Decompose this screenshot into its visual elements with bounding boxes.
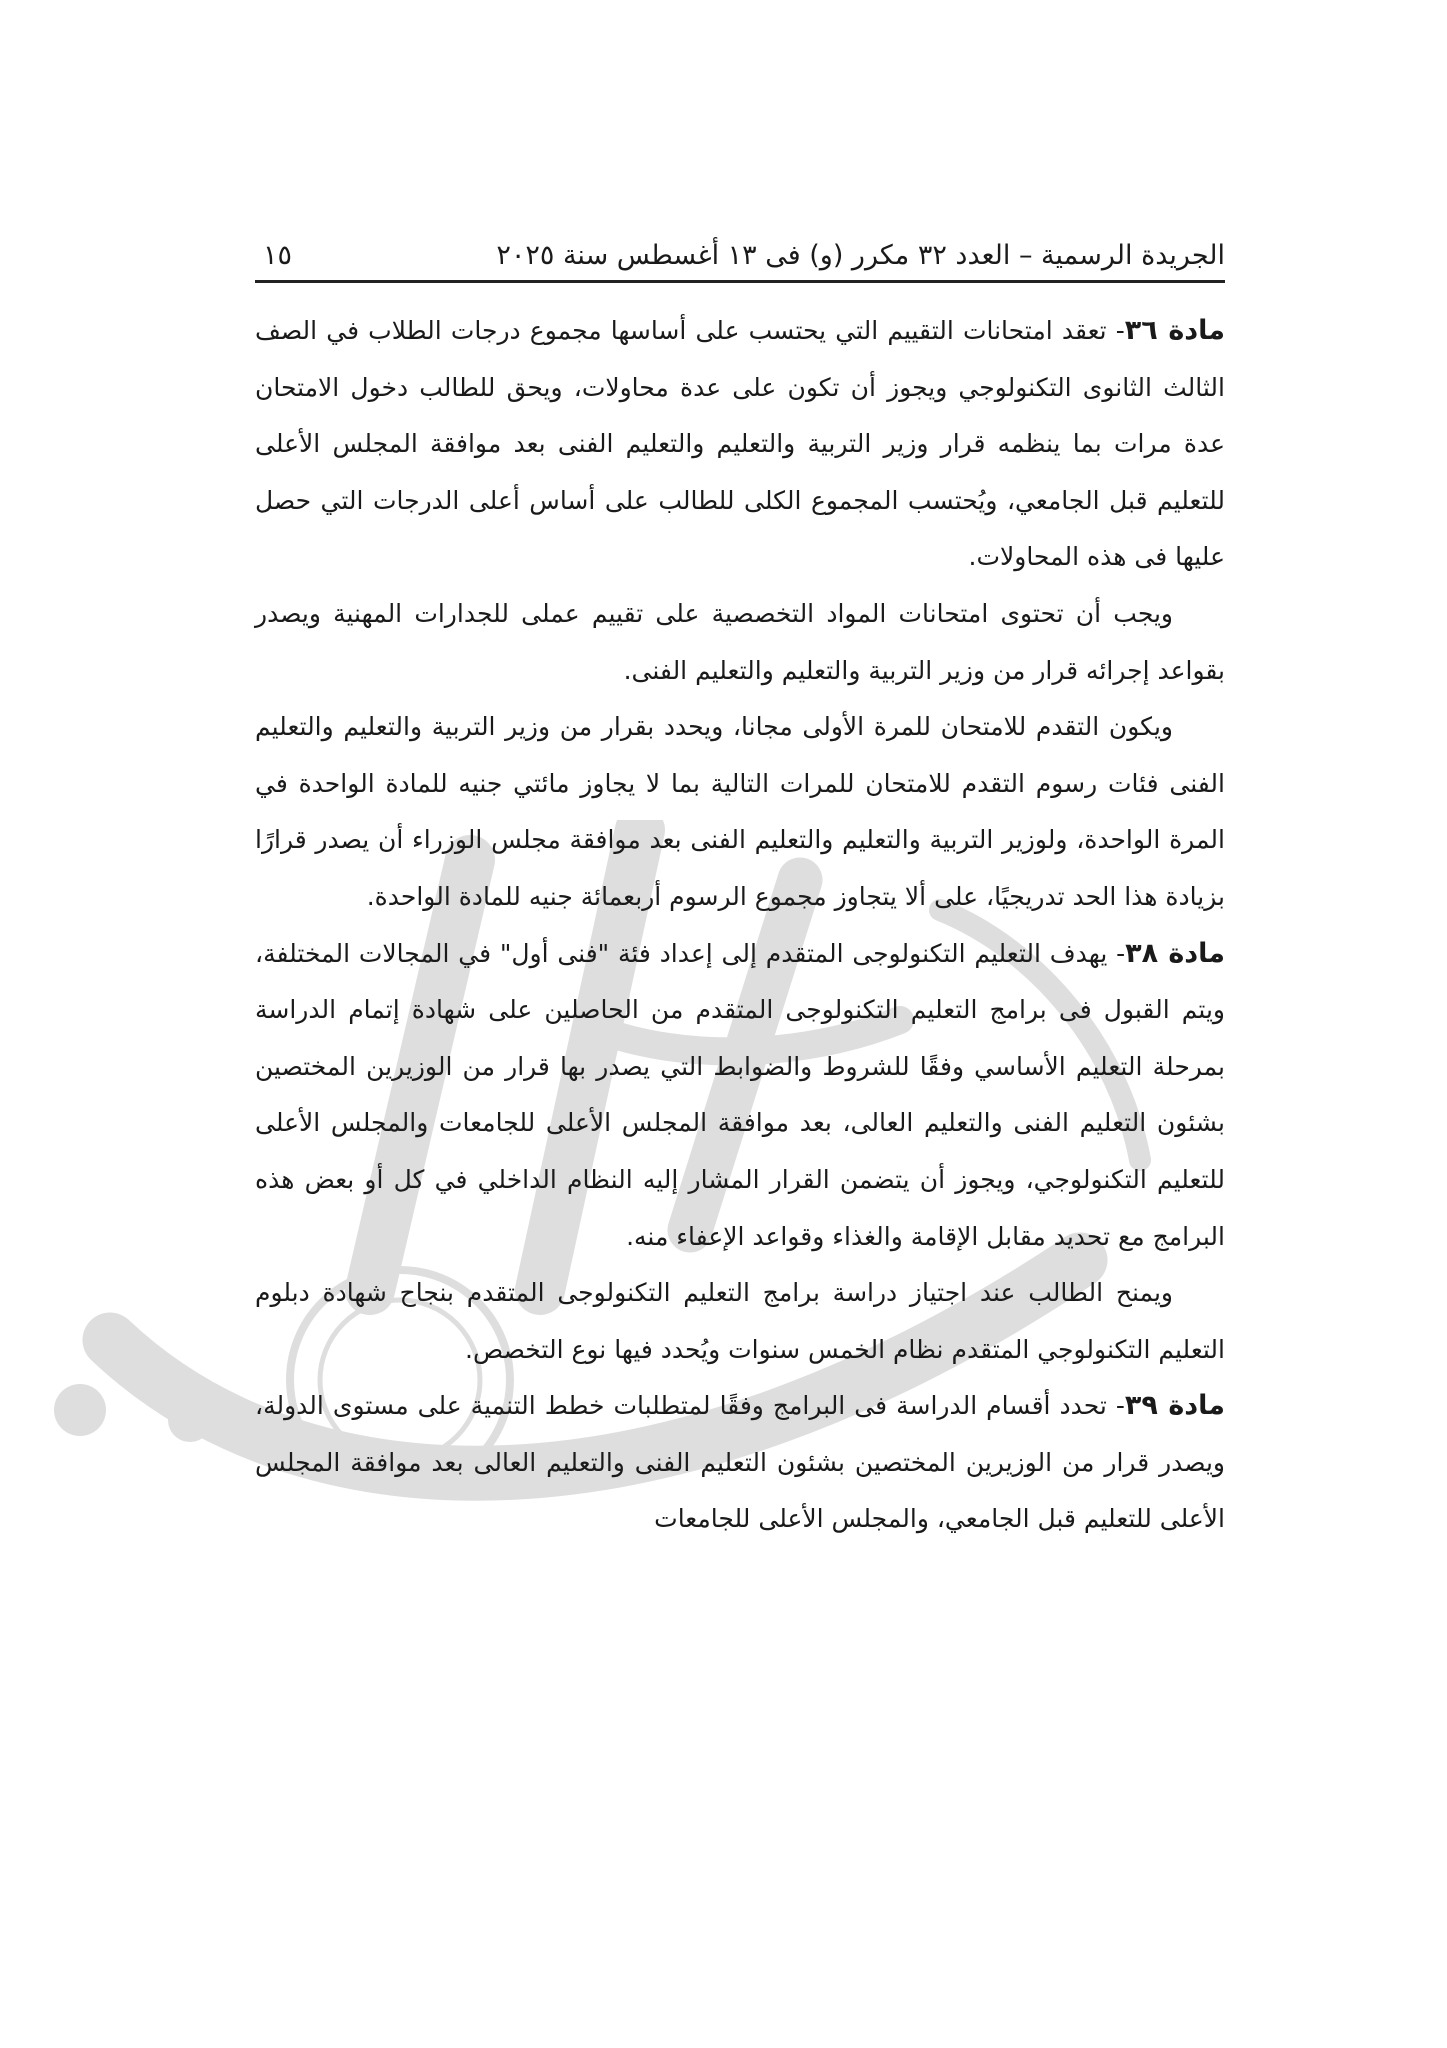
article-36-paragraph	[255, 303, 1225, 586]
document-page	[255, 220, 1225, 1548]
article-38-label: مادة ٣٨	[1125, 937, 1225, 969]
page-number: ١٥	[263, 240, 293, 271]
article-36-label: مادة ٣٦	[1124, 315, 1225, 346]
article-36-text: - تعقد امتحانات التقييم التي يحتسب على أساسها مجموع درجات الطلاب في الصف الثالث الثانوى التكنولوجي ويجوز أن تكون على عدة محاولات، ويحق للطالب دخول الامتحان عدة مرات بما ينظمه قرار وزير التربية والتعليم والتعليم الفنى بعد موافقة المجلس الأعلى للتعليم قبل الجامعي، ويُحتسب المجموع الكلى للطالب على أساس أعلى الدرجات التي حصل عليها فى هذه المحاولات.	[255, 316, 1225, 572]
article-38-text: - يهدف التعليم التكنولوجى المتقدم إلى إعداد فئة "فنى أول" في المجالات المختلفة، ويتم القبول فى برامج التعليم التكنولوجى المتقدم من الحاصلين على شهادة إتمام الدراسة بمرحلة التعليم الأساسي وفقًا للشروط والضوابط التي يصدر بها قرار من الوزيرين المختصين بشئون التعليم الفنى والتعليم العالى، بعد موافقة المجلس الأعلى للجامعات والمجلس الأعلى للتعليم التكنولوجي، ويجوز أن يتضمن القرار المشار إليه النظام الداخلي في كل أو بعض هذه البرامج مع تحديد مقابل الإقامة والغذاء وقواعد الإعفاء منه.	[255, 938, 1225, 1251]
article-39-text: - تحدد أقسام الدراسة فى البرامج وفقًا لمتطلبات خطط التنمية على مستوى الدولة، ويصدر قرار من الوزيرين المختصين بشئون التعليم الفنى والتعليم العالى بعد موافقة المجلس الأعلى للتعليم قبل الجامعي، والمجلس الأعلى للجامعات	[255, 1391, 1225, 1534]
page-header	[255, 220, 1225, 283]
article-39-label: مادة ٣٩	[1124, 1390, 1225, 1422]
article-38-paragraph-2: ويمنح الطالب عند اجتياز دراسة برامج التعليم التكنولوجى المتقدم بنجاح شهادة دبلوم التعليم التكنولوجي المتقدم نظام الخمس سنوات ويُحدد فيها نوع التخصص.	[255, 1278, 1225, 1364]
article-36-paragraph-3: ويكون التقدم للامتحان للمرة الأولى مجانا، ويحدد بقرار من وزير التربية والتعليم والتعليم الفنى فئات رسوم التقدم للامتحان للمرات التالية بما لا يجاوز مائتي جنيه للمادة الواحدة في المرة الواحدة، ولوزير التربية والتعليم والتعليم الفنى بعد موافقة مجلس الوزراء أن يصدر قرارًا بزيادة هذا الحد تدريجيًا، على ألا يتجاوز مجموع الرسوم أربعمائة جنيه للمادة الواحدة.	[255, 712, 1225, 911]
article-38-paragraph	[255, 926, 1225, 1266]
article-36-paragraph-2: ويجب أن تحتوى امتحانات المواد التخصصية على تقييم عملى للجدارات المهنية ويصدر بقواعد إجرائه قرار من وزير التربية والتعليم والتعليم الفنى.	[255, 598, 1225, 685]
document-body	[255, 303, 1225, 1548]
gazette-title: الجريدة الرسمية – العدد ٣٢ مكرر (و) فى ١٣ أغسطس سنة ٢٠٢٥	[496, 240, 1225, 271]
article-39-paragraph	[255, 1378, 1225, 1548]
